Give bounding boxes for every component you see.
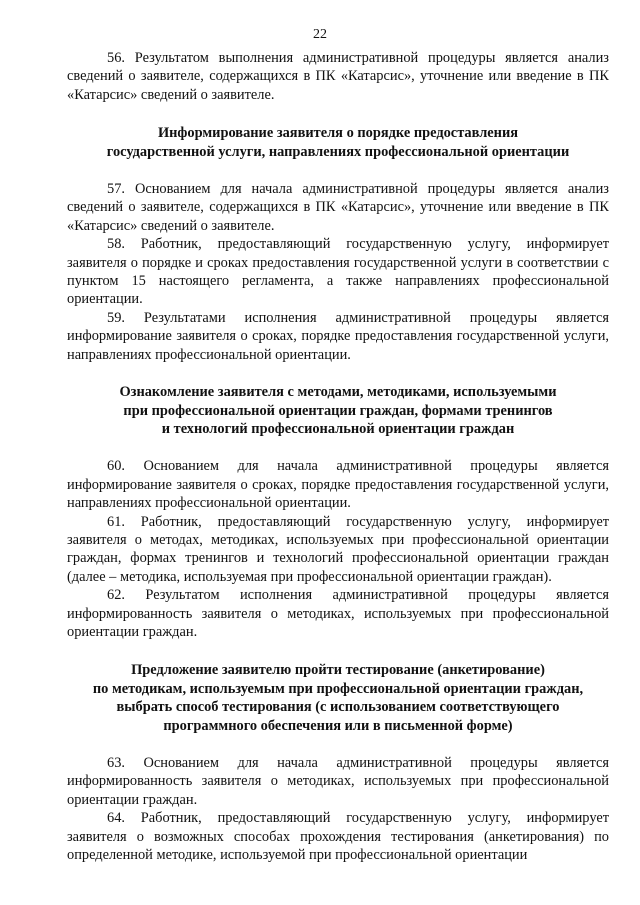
spacer (67, 438, 609, 457)
spacer (67, 641, 609, 661)
paragraph-64: 64. Работник, предоставляющий государственную услугу, информирует заявителя о возможных способах прохождения тестирования (анкетирования) по определенной методике, используемой при профессиональной ориентации (67, 810, 609, 864)
section-heading-informing: Информирование заявителя о порядке предоставления государственной услуги, направлениях профессиональной ориентации (106, 125, 570, 160)
paragraph-58: 58. Работник, предоставляющий государственную услугу, информирует заявителя о порядке и сроках предоставления государственной услуги в соответствии с пунктом 15 настоящего регламента, а также направлениях профессиональной ориентации. (67, 236, 609, 308)
spacer (67, 161, 609, 180)
spacer (67, 364, 609, 383)
section-heading-testing: Предложение заявителю пройти тестирование (анкетирование) по методикам, используемым при профессиональной ориентации граждан, выбрать способ тестирования (с использованием соответствующего программного обеспечения или в письменной форме) (92, 662, 584, 734)
paragraph-60: 60. Основанием для начала административной процедуры является информирование заявителя о сроках, порядке предоставления государственной услуги, направлениях профессиональной ориентации. (67, 458, 609, 512)
paragraph-61: 61. Работник, предоставляющий государственную услугу, информирует заявителя о методах, методиках, используемых при профессиональной ориентации граждан, формах тренингов и технологий профессиональной ориентации граждан (далее – методика, используемая при профессиональной ориентации граждан). (67, 513, 609, 585)
page-number: 22 (313, 27, 327, 42)
spacer (67, 104, 609, 124)
paragraph-57: 57. Основанием для начала административной процедуры является анализ сведений о заявителе, содержащихся в ПК «Катарсис», уточнение или введение в ПК «Катарсис» сведений о заявителе. (67, 181, 609, 234)
paragraph-56: 56. Результатом выполнения административной процедуры является анализ сведений о заявителе, содержащихся в ПК «Катарсис», уточнение или введение в ПК «Катарсис» сведений о заявителе. (67, 50, 609, 103)
document-body (67, 49, 609, 864)
paragraph-62: 62. Результатом исполнения административной процедуры является информированность заявителя о методиках, используемых при профессиональной ориентации граждан. (67, 587, 609, 640)
paragraph-59: 59. Результатами исполнения административной процедуры является информирование заявителя о сроках, порядке предоставления государственной услуги, направлениях профессиональной ориентации. (67, 309, 609, 363)
spacer (67, 735, 609, 754)
paragraph-63: 63. Основанием для начала административной процедуры является информированность заявителя о методиках, используемых при профессиональной ориентации граждан. (67, 755, 609, 808)
section-heading-methods: Ознакомление заявителя с методами, методиками, используемыми при профессиональной ориентации граждан, формами тренингов и технологий профессиональной ориентации граждан (119, 384, 557, 437)
